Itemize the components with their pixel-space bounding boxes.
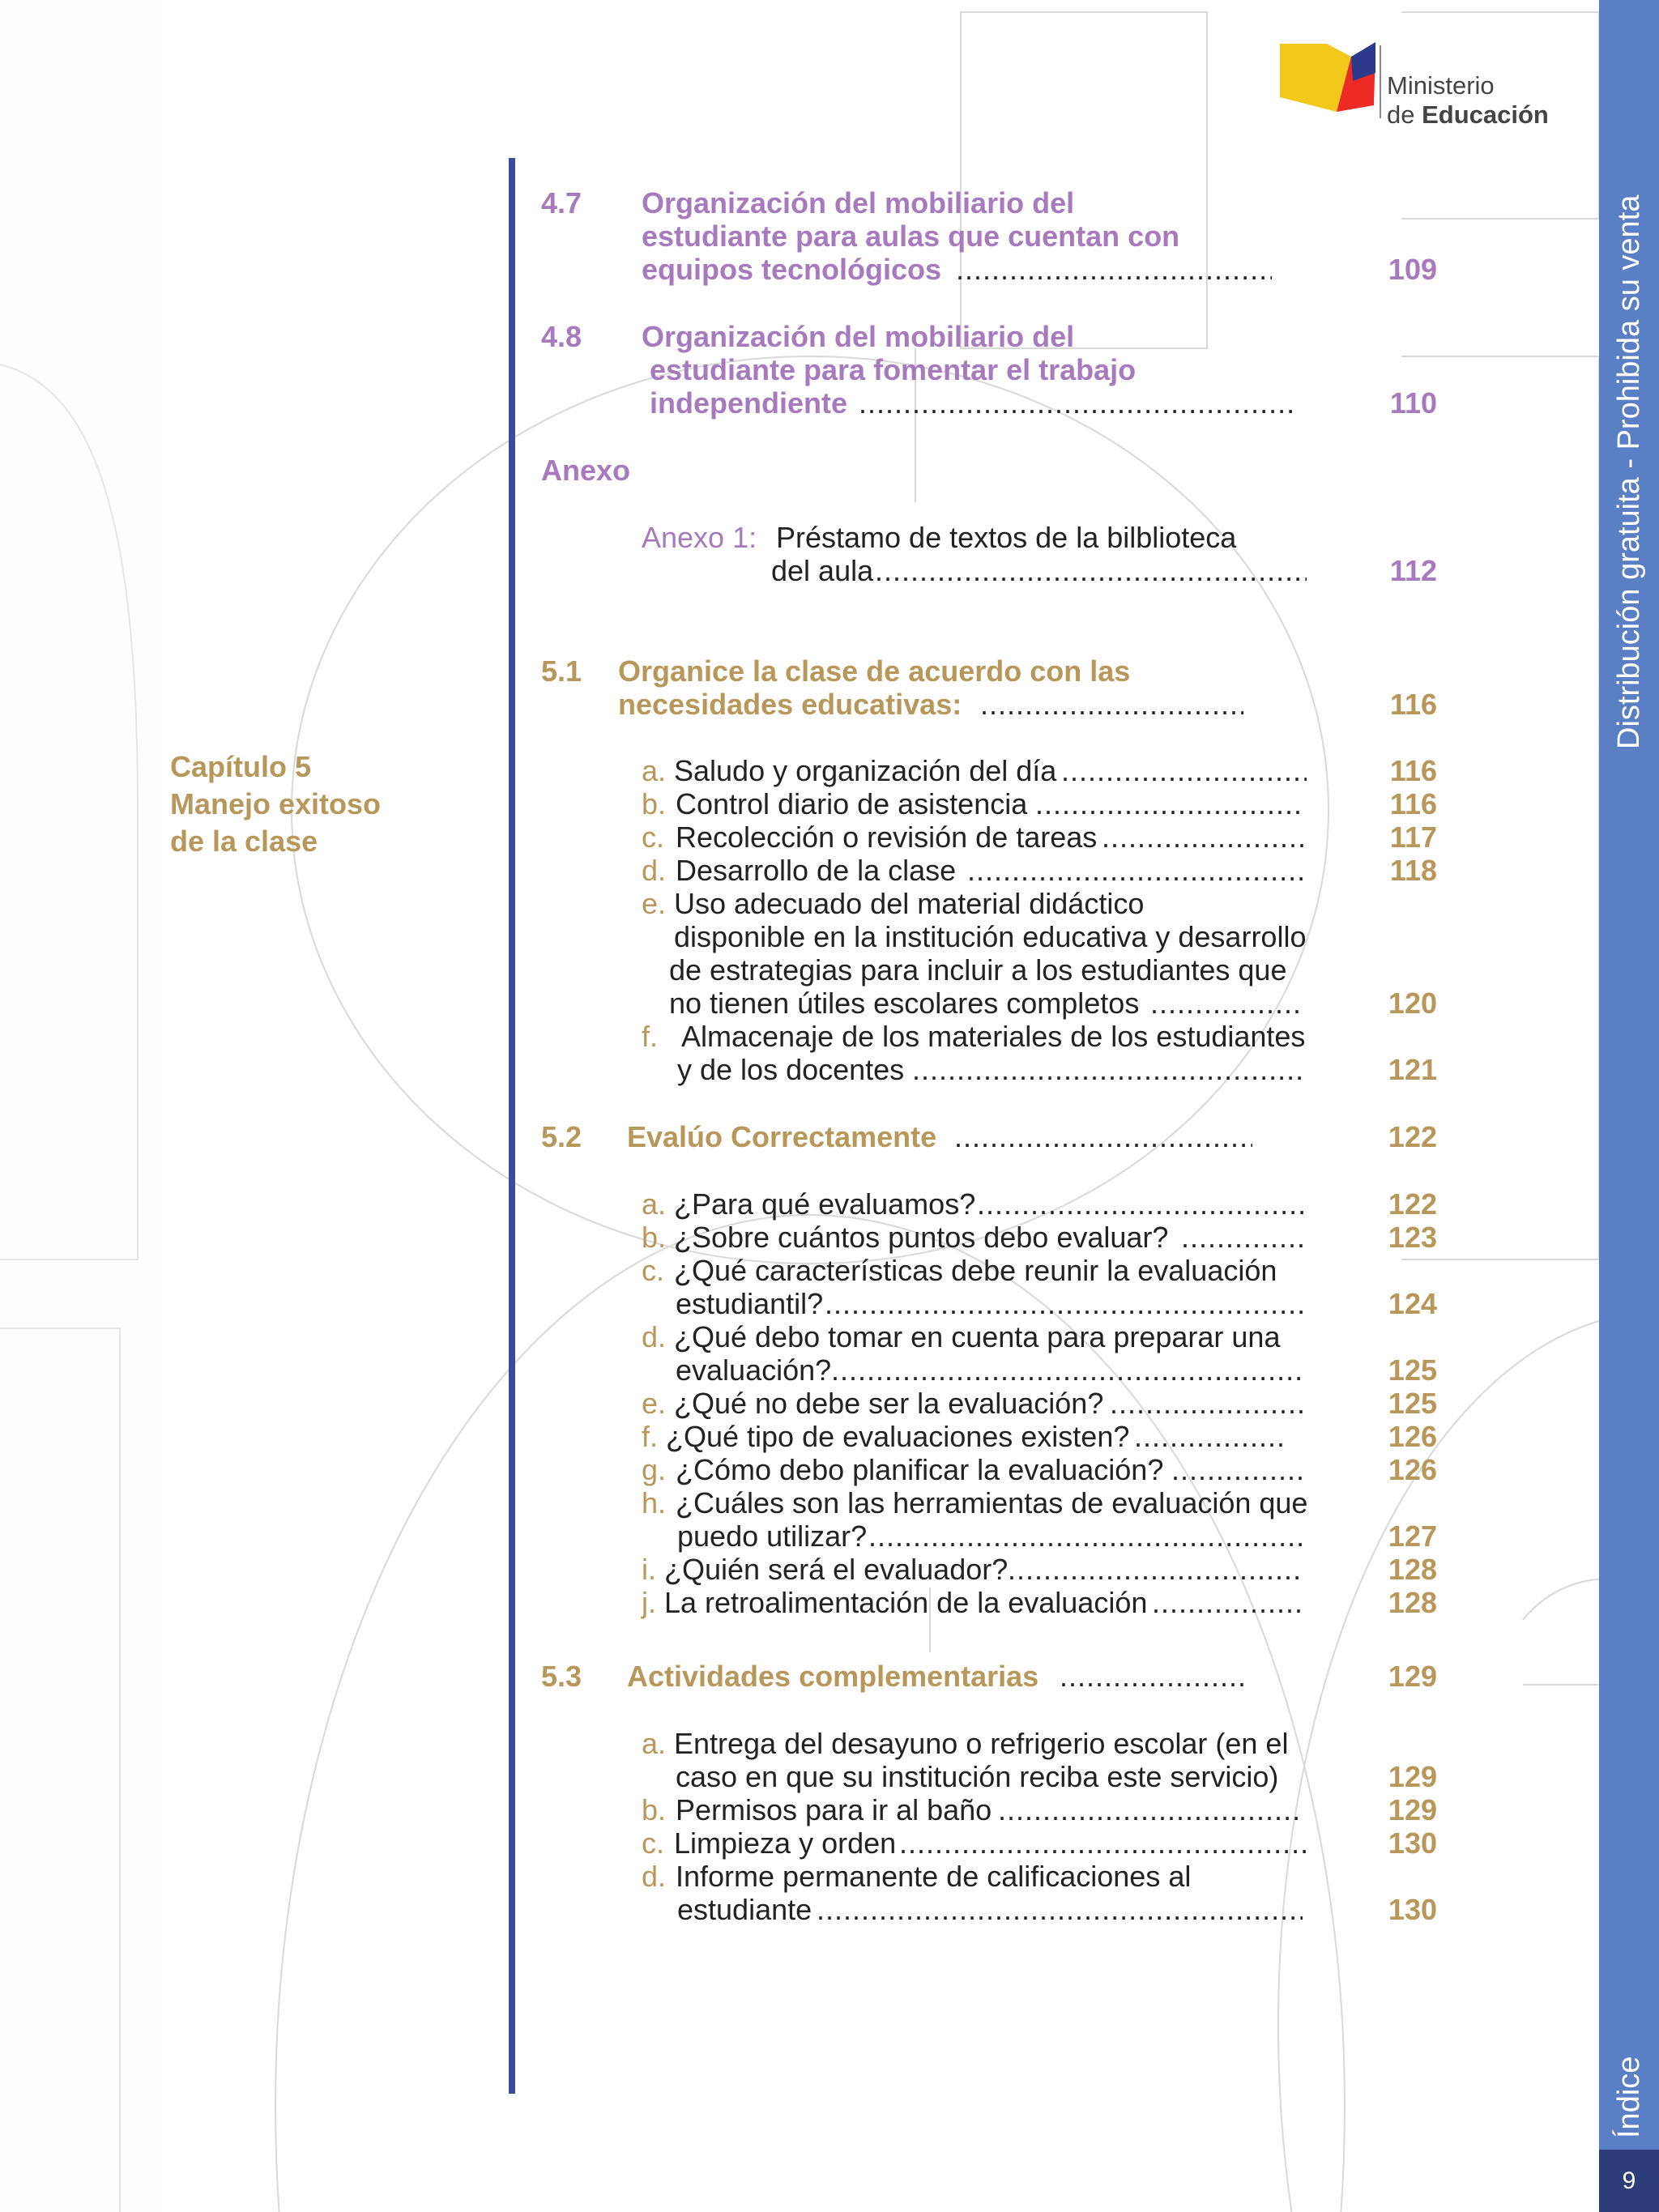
item-text-cont: estudiante [677, 1893, 812, 1926]
item-text: Uso adecuado del material didáctico [674, 887, 1145, 920]
toc-subentry[interactable] [0, 1020, 1599, 1054]
item-letter: b. [642, 787, 667, 820]
page-ref: 125 [1388, 1353, 1437, 1387]
item-text: ¿Qué no debe ser la evaluación? [674, 1387, 1104, 1420]
page-ref: 110 [1389, 386, 1437, 420]
item-text: Desarrollo de la clase [676, 854, 957, 887]
item-letter: a. [642, 1187, 667, 1221]
toc-subentry[interactable] [0, 1187, 1599, 1221]
leader-dots [912, 1053, 1304, 1087]
page-ref: 109 [1388, 253, 1437, 286]
item-text: ¿Quién será el evaluador? [664, 1553, 1009, 1586]
item-letter: a. [642, 754, 667, 787]
item-letter: e. [642, 1387, 667, 1420]
item-text: Permisos para ir al baño [676, 1793, 992, 1826]
page-ref: 116 [1389, 754, 1437, 787]
entry-title: Organización del mobiliario del [642, 186, 1075, 219]
toc-subentry[interactable] [0, 1793, 1599, 1827]
item-letter: g. [642, 1453, 667, 1486]
toc-subentry[interactable] [0, 1387, 1599, 1421]
toc-subentry[interactable] [0, 1826, 1599, 1860]
item-text: Almacenaje de los materiales de los estudiantes [681, 1020, 1306, 1053]
item-letter: d. [642, 1860, 667, 1893]
page-number: 9 [1599, 2150, 1659, 2212]
toc-subentry[interactable] [0, 1860, 1599, 1894]
item-text: Limpieza y orden [674, 1826, 897, 1860]
item-text-cont: puedo utilizar? [677, 1519, 868, 1553]
leader-dots [831, 1353, 1303, 1387]
entry-title: Actividades complementarias [627, 1660, 1039, 1693]
leader-dots [954, 1120, 1252, 1154]
leader-dots [875, 554, 1307, 588]
page-ref: 123 [1388, 1221, 1437, 1254]
entry-title-cont: necesidades educativas: [618, 688, 962, 721]
item-text: Saludo y organización del día [674, 754, 1057, 787]
item-letter: c. [642, 1826, 665, 1860]
item-text: Informe permanente de calificaciones al [676, 1860, 1192, 1893]
page-ref: 126 [1388, 1420, 1437, 1453]
page-ref: 122 [1388, 1120, 1437, 1153]
leader-dots [899, 1826, 1307, 1860]
item-text: ¿Sobre cuántos puntos debo evaluar? [674, 1221, 1169, 1254]
toc-entry-5-2[interactable] [0, 1120, 1599, 1154]
page-ref: 125 [1388, 1387, 1437, 1420]
leader-dots [980, 688, 1243, 722]
page-ref: 129 [1388, 1660, 1437, 1693]
entry-number: 4.8 [541, 320, 582, 353]
item-letter: d. [642, 854, 667, 887]
toc-subentry[interactable] [0, 1420, 1599, 1454]
distribution-notice: Distribución gratuita - Prohibida su venta [1612, 194, 1646, 749]
item-letter: b. [642, 1793, 667, 1826]
page-ref: 124 [1388, 1287, 1437, 1320]
page-ref: 118 [1389, 854, 1437, 887]
entry-number: 5.2 [541, 1120, 582, 1153]
leader-dots [977, 1187, 1306, 1221]
toc-subentry[interactable] [0, 1586, 1599, 1620]
toc-entry-4-8[interactable] [0, 320, 1599, 354]
item-text: ¿Qué tipo de evaluaciones existen? [666, 1420, 1130, 1453]
entry-number: 5.3 [541, 1660, 582, 1693]
ministry-name [1387, 71, 1549, 130]
page-ref: 116 [1389, 688, 1437, 721]
toc-subentry[interactable] [0, 887, 1599, 921]
entry-title: Evalúo Correctamente [627, 1120, 937, 1153]
page-ref: 130 [1388, 1893, 1437, 1926]
leader-dots [817, 1893, 1303, 1927]
entry-number: 5.1 [541, 654, 582, 688]
toc-entry-5-3[interactable] [0, 1660, 1599, 1694]
page-ref: 121 [1388, 1053, 1437, 1086]
item-text: Entrega del desayuno o refrigerio escolar (en el [674, 1727, 1289, 1760]
item-letter: c. [642, 1254, 665, 1287]
item-text: ¿Cuáles son las herramientas de evaluación que [676, 1486, 1308, 1519]
item-text: Recolección o revisión de tareas [676, 820, 1098, 854]
toc-subentry[interactable] [0, 787, 1599, 821]
item-text: ¿Para qué evaluamos? [674, 1187, 976, 1221]
item-letter: f. [642, 1020, 659, 1053]
page-ref: 116 [1389, 787, 1437, 820]
toc-entry-5-1[interactable] [0, 654, 1599, 688]
toc-subentry[interactable] [0, 1320, 1599, 1354]
leader-dots [1181, 1221, 1306, 1255]
item-text: ¿Qué debo tomar en cuenta para preparar una [674, 1320, 1281, 1353]
toc-subentry[interactable] [0, 1553, 1599, 1587]
item-text: ¿Qué características debe reunir la evaluación [674, 1254, 1277, 1287]
toc-subentry[interactable] [0, 1254, 1599, 1288]
leader-dots [1152, 1586, 1304, 1620]
item-text-cont: disponible en la institución educativa y desarrollo [674, 920, 1307, 953]
toc-subentry[interactable] [0, 1486, 1599, 1520]
item-letter: e. [642, 887, 667, 920]
page-ref: 122 [1388, 1187, 1437, 1221]
leader-dots [998, 1793, 1303, 1827]
leader-dots [956, 253, 1272, 287]
leader-dots [859, 386, 1292, 420]
item-letter: h. [642, 1486, 667, 1519]
toc-subentry[interactable] [0, 820, 1599, 855]
toc-entry-4-7[interactable] [0, 186, 1599, 220]
toc-subentry[interactable] [0, 1727, 1599, 1761]
ministry-line1: Ministerio [1387, 71, 1495, 100]
chapter-number: Capítulo 5 [170, 750, 312, 783]
item-text-cont: y de los docentes [677, 1053, 905, 1086]
leader-dots [1150, 987, 1303, 1021]
page-ref: 126 [1388, 1453, 1437, 1486]
chapter-title-line2: de la clase [170, 825, 318, 858]
anexo-heading: Anexo [541, 454, 631, 487]
entry-title: Préstamo de textos de la bilblioteca [776, 521, 1237, 554]
page-ref: 112 [1389, 554, 1437, 587]
page-ref: 130 [1388, 1826, 1437, 1860]
toc-subentry[interactable] [0, 854, 1599, 888]
item-letter: c. [642, 820, 665, 854]
ministry-line2: de Educación [1387, 100, 1549, 129]
leader-dots [1060, 1660, 1246, 1694]
leader-dots [1102, 820, 1304, 855]
section-label-indice: Índice [1612, 2056, 1646, 2138]
chapter-title-line1: Manejo exitoso [170, 787, 382, 820]
leader-dots [1061, 754, 1307, 788]
item-letter: a. [642, 1727, 667, 1760]
entry-title-cont: estudiante para aulas que cuentan con [642, 219, 1180, 253]
toc-entry-anexo-1[interactable] [0, 521, 1599, 555]
entry-title-cont: equipos tecnológicos [642, 253, 942, 286]
toc-subentry[interactable] [0, 1453, 1599, 1487]
leader-dots [967, 854, 1306, 888]
item-letter: d. [642, 1320, 667, 1353]
leader-dots [825, 1287, 1304, 1321]
leader-dots [1171, 1453, 1306, 1487]
item-text: ¿Cómo debo planificar la evaluación? [676, 1453, 1164, 1486]
page-ref: 128 [1388, 1586, 1437, 1619]
leader-dots [1035, 787, 1304, 821]
entry-label: Anexo 1: [642, 521, 757, 554]
toc-subentry[interactable] [0, 754, 1599, 788]
page-ref: 128 [1388, 1553, 1437, 1586]
item-letter: j. [642, 1586, 656, 1619]
entry-title: Organización del mobiliario del [642, 320, 1075, 353]
item-text-cont: evaluación? [676, 1353, 832, 1387]
leader-dots [1134, 1420, 1285, 1454]
item-text: Control diario de asistencia [676, 787, 1028, 820]
entry-title: Organice la clase de acuerdo con las [618, 654, 1131, 688]
item-text-cont: caso en que su institución reciba este servicio) [676, 1760, 1279, 1793]
item-text-cont: no tienen útiles escolares completos [669, 987, 1140, 1020]
page-ref: 127 [1388, 1519, 1437, 1553]
item-letter: f. [642, 1420, 659, 1453]
leader-dots [868, 1519, 1304, 1554]
entry-title-cont: del aula [771, 554, 874, 587]
item-text-cont: de estrategias para incluir a los estudiantes que [669, 953, 1287, 987]
item-letter: b. [642, 1221, 667, 1254]
page-ref: 120 [1388, 987, 1437, 1020]
toc-subentry[interactable] [0, 1221, 1599, 1255]
leader-dots [1008, 1553, 1304, 1587]
entry-title-cont: independiente [650, 386, 848, 420]
entry-number: 4.7 [541, 186, 582, 219]
page-ref: 129 [1388, 1760, 1437, 1793]
entry-title-cont: estudiante para fomentar el trabajo [650, 353, 1137, 386]
item-text-cont: estudiantil? [676, 1287, 824, 1320]
leader-dots [1110, 1387, 1303, 1421]
page-ref: 117 [1389, 820, 1437, 854]
page-ref: 129 [1388, 1793, 1437, 1826]
item-letter: i. [642, 1553, 656, 1586]
item-text: La retroalimentación de la evaluación [664, 1586, 1148, 1619]
